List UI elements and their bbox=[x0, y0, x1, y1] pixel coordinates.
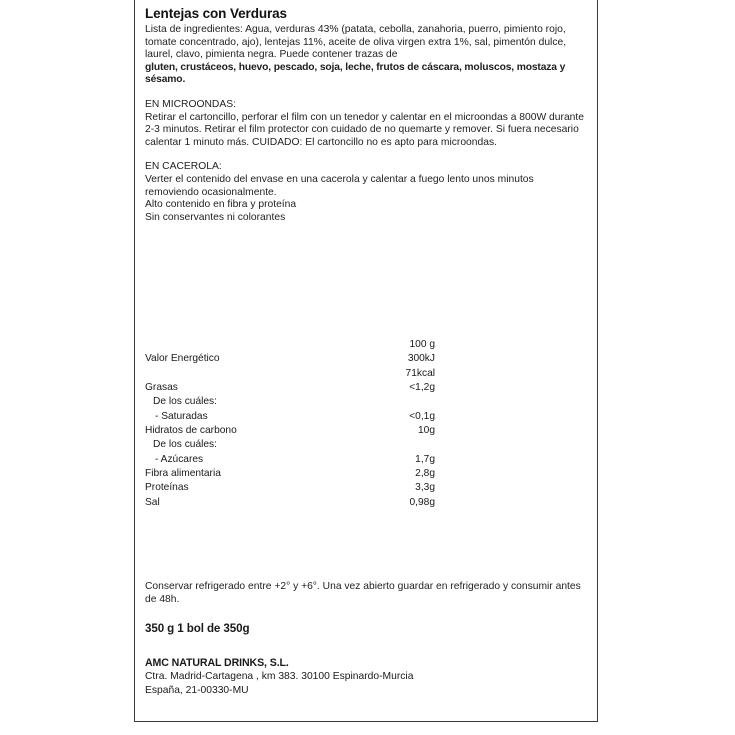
nutrition-row bbox=[145, 481, 435, 495]
saucepan-heading: EN CACEROLA: bbox=[145, 161, 222, 173]
nutrition-row-label: Valor Energético bbox=[145, 353, 220, 365]
nutrition-row bbox=[145, 496, 435, 510]
nutrition-row-value: <1,2g bbox=[409, 382, 435, 394]
allergens-text: gluten, crustáceos, huevo, pescado, soja, leche, frutos de cáscara, moluscos, mostaza y sésamo. bbox=[145, 61, 566, 86]
nutrition-row bbox=[145, 424, 435, 438]
microwave-heading: EN MICROONDAS: bbox=[145, 98, 236, 110]
nutrition-row bbox=[145, 395, 435, 409]
nutrition-row-label: De los cuáles: bbox=[153, 439, 217, 451]
company-country-code: España, 21-00330-MU bbox=[145, 685, 249, 696]
nutrition-claim-fibre-protein: Alto contenido en fibra y proteína bbox=[145, 199, 297, 211]
nutrition-row bbox=[145, 367, 435, 381]
nutrition-column-header-row bbox=[145, 338, 435, 352]
storage-text: Conservar refrigerado entre +2° y +6°. Una vez abierto guardar en refrigerado y consumir antes de 48h. bbox=[145, 581, 581, 605]
nutrition-row-value: 71kcal bbox=[405, 367, 435, 379]
nutrition-row-label: Grasas bbox=[145, 382, 178, 394]
ingredients-text: Lista de ingredientes: Agua, verduras 43% (patata, cebolla, zanahoria, puerro, pimiento rojo, tomate concentrado, ajo), lentejas 11%, aceite de oliva virgen extra 1%, sal, pimentón dulce, laurel, clavo, pimienta negra. Puede contener trazas de bbox=[145, 24, 567, 61]
nutrition-row-value: 1,7g bbox=[415, 453, 435, 465]
nutrition-row-label: Hidratos de carbono bbox=[145, 425, 237, 437]
nutrition-row bbox=[145, 352, 435, 366]
nutrition-row bbox=[145, 438, 435, 452]
nutrition-row-value: 2,8g bbox=[415, 468, 435, 480]
nutrition-column-header: 100 g bbox=[409, 339, 435, 350]
nutrition-table bbox=[145, 338, 435, 510]
spacer-saucepan bbox=[145, 149, 585, 161]
nutrition-row-label: Fibra alimentaria bbox=[145, 468, 221, 480]
nutrition-row-value: 300kJ bbox=[407, 353, 435, 365]
company-address: Ctra. Madrid-Cartagena , km 383. 30100 Espinardo-Murcia bbox=[145, 671, 414, 682]
storage-block bbox=[145, 581, 585, 606]
nutrition-row-label: De los cuáles: bbox=[153, 396, 217, 408]
nutrition-label-card bbox=[134, 0, 598, 722]
nutrition-row-label: Sal bbox=[145, 496, 160, 508]
nutrition-row bbox=[145, 467, 435, 481]
nutrition-row-value: 0,98g bbox=[409, 496, 435, 508]
nutrition-row bbox=[145, 453, 435, 467]
nutrition-row-label: - Saturadas bbox=[155, 410, 208, 422]
company-name: AMC NATURAL DRINKS, S.L. bbox=[145, 657, 289, 669]
nutrition-row-value: 3,3g bbox=[415, 482, 435, 494]
nutrition-row-value: 10g bbox=[418, 425, 435, 437]
nutrition-row bbox=[145, 410, 435, 424]
nutrition-row-value: <0,1g bbox=[409, 410, 435, 422]
saucepan-instructions: Verter el contenido del envase en una cacerola y calentar a fuego lento unos minutos removiendo ocasionalmente. bbox=[145, 173, 534, 198]
company-block bbox=[145, 656, 585, 698]
nutrition-row-label: Proteínas bbox=[145, 482, 189, 494]
net-weight-text: 350 g 1 bol de 350g bbox=[145, 622, 250, 635]
spacer-microwave bbox=[145, 87, 585, 99]
nutrition-row bbox=[145, 381, 435, 395]
nutrition-claim-no-preservatives: Sin conservantes ni colorantes bbox=[145, 211, 286, 223]
microwave-instructions: Retirar el cartoncillo, perforar el film con un tenedor y calentar en el microondas a 800W durante 2-3 minutos. Retirar el film protector con cuidado de no quemarte y remover. Si fuera necesario calentar 1 minuto más. CUIDADO: El cartoncillo no es apto para microondas. bbox=[145, 111, 584, 148]
product-title: Lentejas con Verduras bbox=[145, 6, 287, 21]
nutrition-row-label: - Azúcares bbox=[155, 453, 204, 465]
nutrition-rows bbox=[145, 352, 435, 510]
